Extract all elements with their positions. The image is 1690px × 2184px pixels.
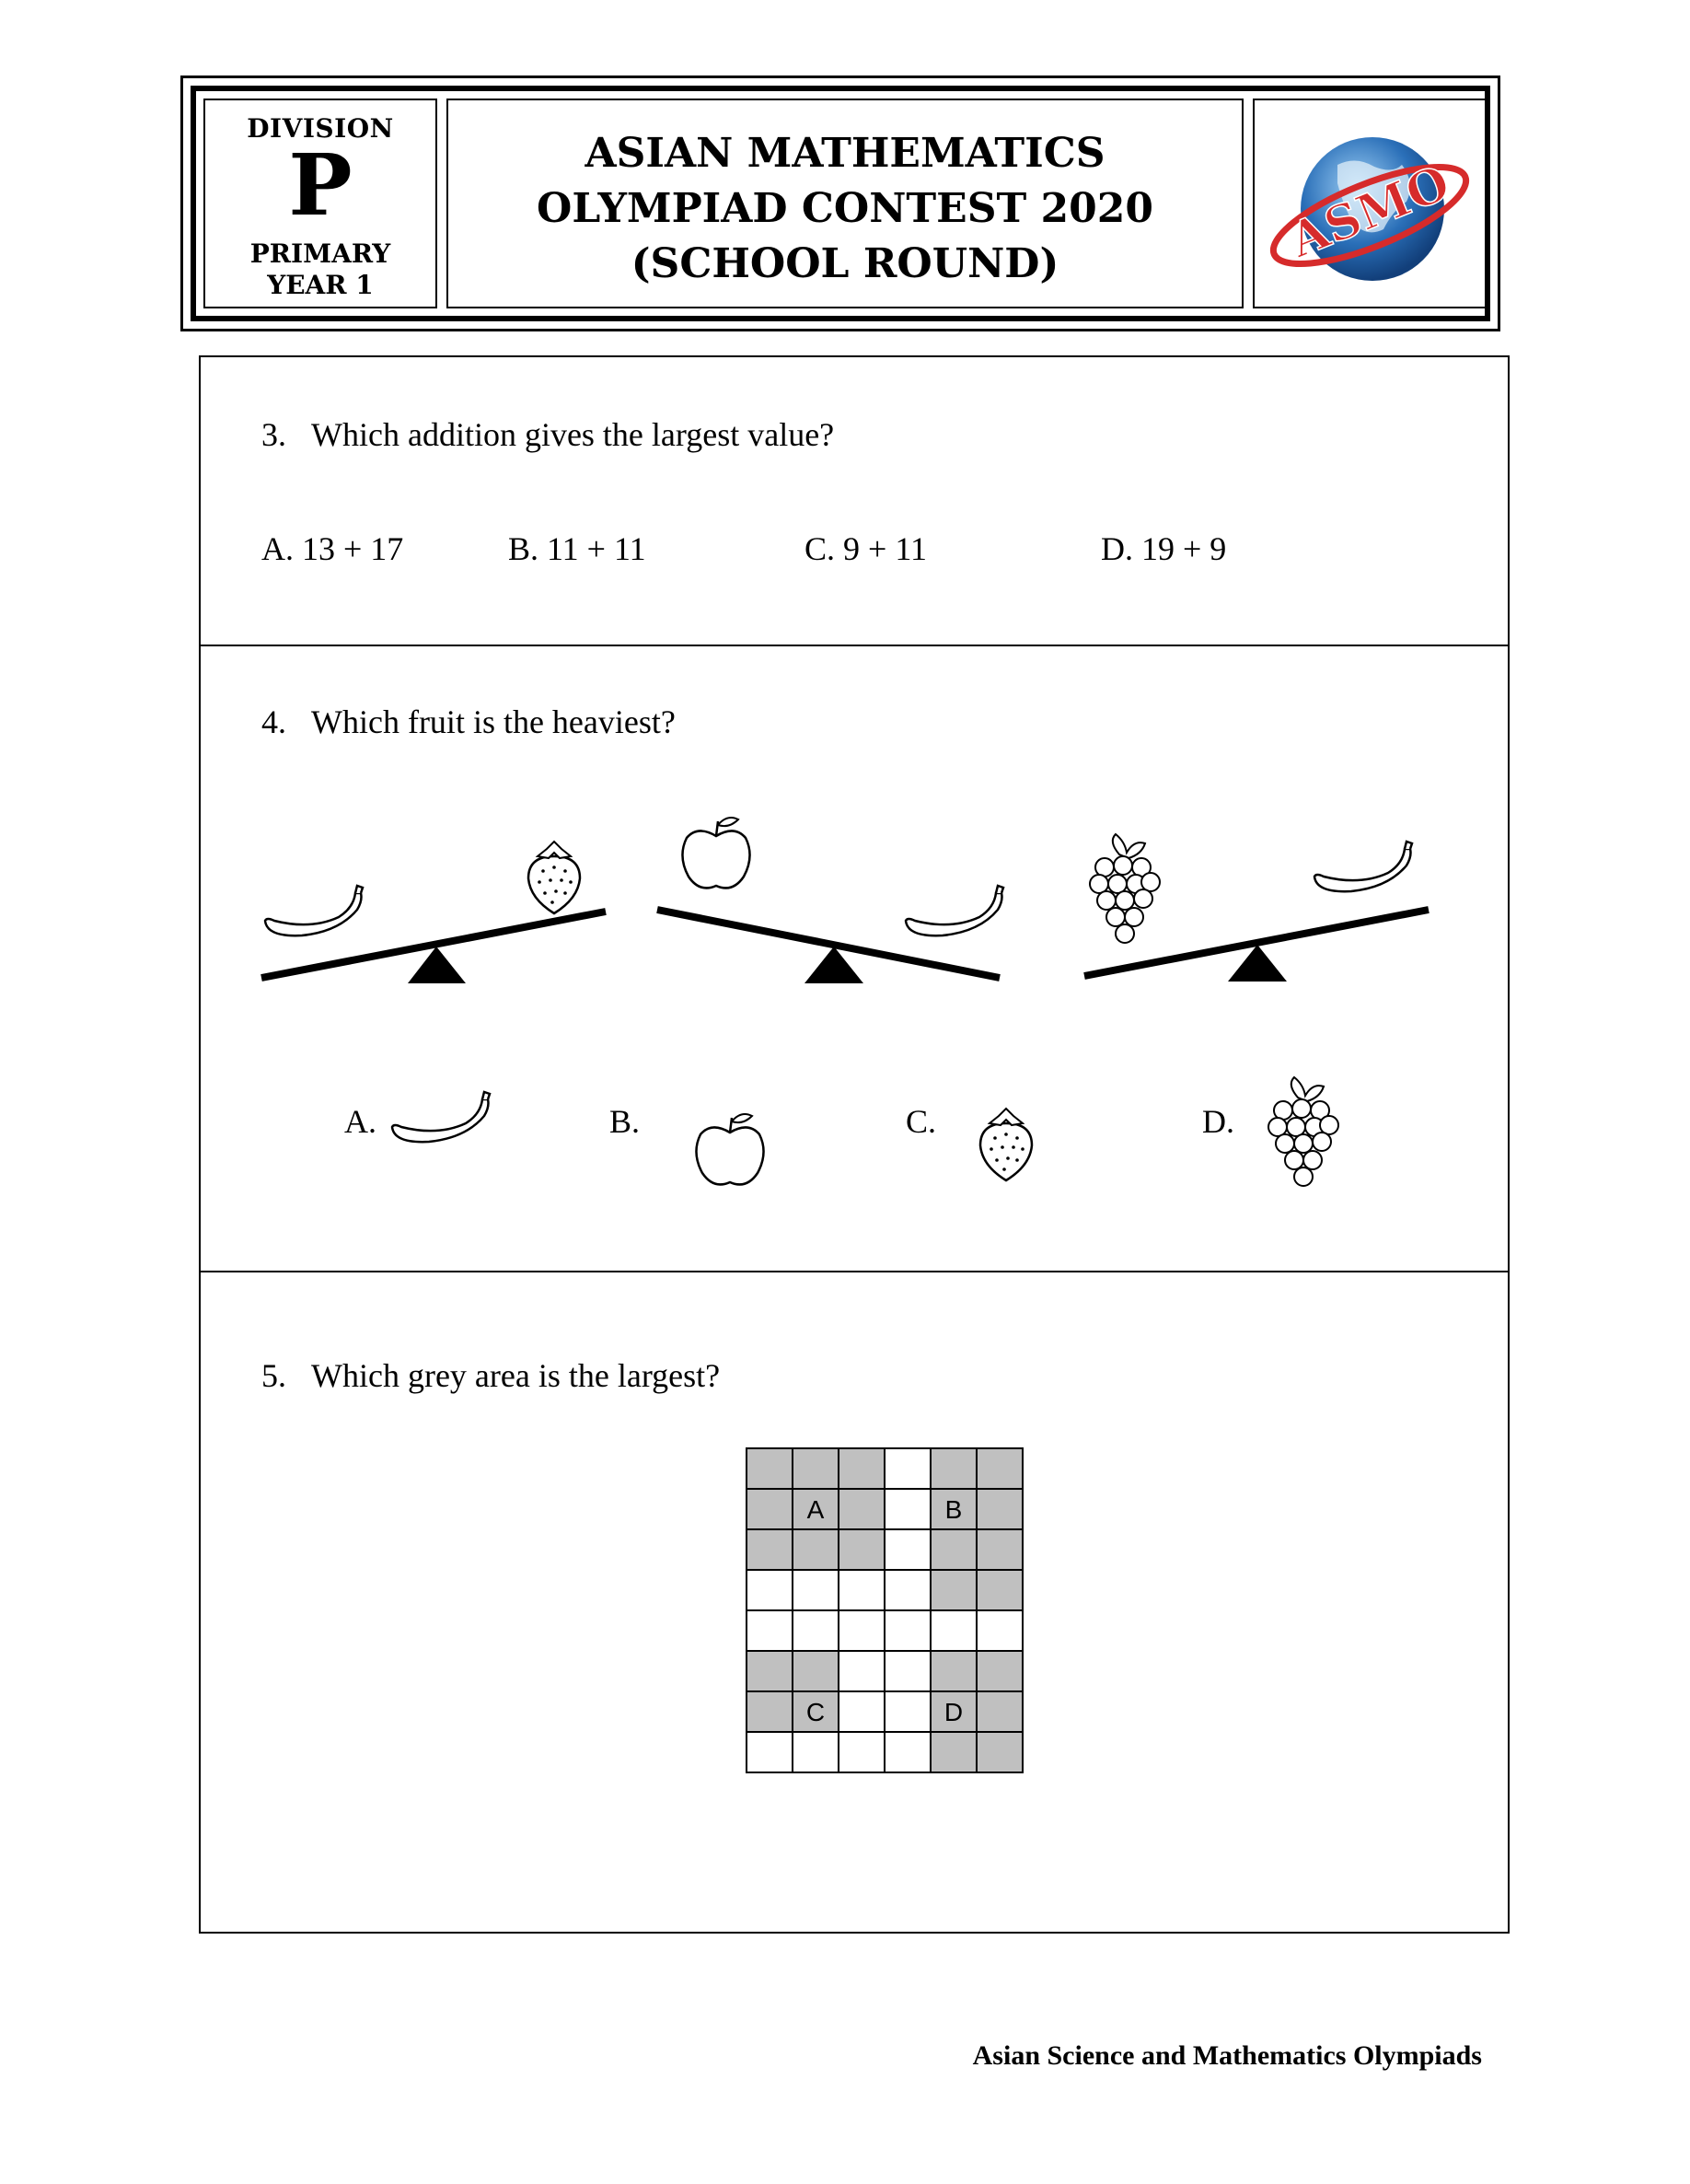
grid-cell <box>793 1732 839 1772</box>
division-label: DIVISION <box>247 113 394 144</box>
grid-cell <box>931 1610 977 1651</box>
level-line1: PRIMARY <box>249 238 391 269</box>
grid-cell <box>839 1448 885 1489</box>
option-strawberry-icon <box>974 1105 1038 1188</box>
level-line2: YEAR 1 <box>267 270 374 300</box>
grid-cell <box>747 1651 793 1691</box>
grid-cell <box>747 1489 793 1529</box>
scale-2 <box>657 818 1003 983</box>
scale-1 <box>261 842 606 983</box>
grid-cell <box>885 1529 931 1570</box>
grid-label-c: C <box>805 1698 826 1726</box>
grid-cell <box>931 1448 977 1489</box>
question-4-panel <box>199 645 1510 1272</box>
grid-cell <box>931 1651 977 1691</box>
division-letter: P <box>288 135 353 235</box>
option-grapes-icon <box>1257 1075 1349 1195</box>
title-line2: OLYMPIAD CONTEST 2020 <box>537 185 1153 232</box>
grid-cell <box>977 1610 1023 1651</box>
grid-cell <box>977 1489 1023 1529</box>
grid-cell <box>931 1732 977 1772</box>
header-frame <box>191 86 1490 321</box>
question-5-panel <box>199 1271 1510 1934</box>
q3-option-a[interactable]: A. 13 + 17 <box>261 530 404 567</box>
grid-cell <box>977 1691 1023 1732</box>
header-banner <box>180 76 1500 331</box>
title-line1: ASIAN MATHEMATICS <box>585 130 1105 177</box>
asmo-logo <box>1255 100 1485 321</box>
level-label <box>205 238 435 301</box>
title-box <box>446 99 1244 308</box>
grid-cell <box>793 1448 839 1489</box>
logo-text: ASMO <box>1281 154 1458 270</box>
grid-cell <box>885 1651 931 1691</box>
q4-option-c[interactable]: C. <box>906 1103 937 1140</box>
q4-option-d[interactable]: D. <box>1202 1103 1234 1140</box>
grid-cell <box>793 1610 839 1651</box>
grid-cell <box>793 1651 839 1691</box>
grid-cell <box>839 1651 885 1691</box>
grid-cell <box>839 1610 885 1651</box>
grid-label-b: B <box>944 1495 963 1524</box>
grid-cell <box>885 1570 931 1610</box>
grid-cell <box>977 1529 1023 1570</box>
question-number: 4. <box>261 703 286 740</box>
grid-label-d: D <box>943 1698 964 1726</box>
q3-option-d[interactable]: D. 19 + 9 <box>1101 530 1227 567</box>
q3-option-c[interactable]: C. 9 + 11 <box>804 530 927 567</box>
question-prompt: Which addition gives the largest value? <box>311 416 835 453</box>
question-prompt: Which grey area is the largest? <box>311 1357 721 1394</box>
option-banana-icon <box>383 1086 493 1160</box>
grid-cell <box>839 1691 885 1732</box>
title-line3: (SCHOOL ROUND) <box>631 240 1059 287</box>
grid-cell <box>839 1489 885 1529</box>
question-3-text <box>261 416 834 453</box>
logo-box <box>1253 99 1487 308</box>
grid-cell <box>793 1529 839 1570</box>
grid-cell <box>793 1570 839 1610</box>
footer-organization: Asian Science and Mathematics Olympiads <box>972 2040 1482 2071</box>
grid-cell <box>931 1570 977 1610</box>
question-prompt: Which fruit is the heaviest? <box>311 703 676 740</box>
question-3-panel <box>199 355 1510 646</box>
grid-cell <box>747 1610 793 1651</box>
question-5-text <box>261 1357 720 1394</box>
grid-cell <box>977 1570 1023 1610</box>
grid-cell <box>839 1529 885 1570</box>
grid-cell <box>885 1610 931 1651</box>
scale-3 <box>1084 834 1429 982</box>
grid-cell <box>885 1448 931 1489</box>
grid-cell <box>977 1732 1023 1772</box>
grid-cell <box>931 1529 977 1570</box>
grid-cell <box>885 1489 931 1529</box>
grid-cell <box>747 1529 793 1570</box>
balance-scales <box>201 794 1511 1033</box>
grid-cell <box>977 1448 1023 1489</box>
q4-option-b[interactable]: B. <box>609 1103 641 1140</box>
question-number: 5. <box>261 1357 286 1394</box>
question-4-text <box>261 703 676 740</box>
grid-cell <box>839 1570 885 1610</box>
grid-cell <box>747 1570 793 1610</box>
grid-cell <box>885 1691 931 1732</box>
question-number: 3. <box>261 416 286 453</box>
grid-cell <box>747 1732 793 1772</box>
grid-cell <box>977 1651 1023 1691</box>
contest-title <box>448 126 1242 292</box>
grid-cell <box>747 1448 793 1489</box>
grey-area-grid <box>744 1446 1025 1781</box>
grid-cell <box>885 1732 931 1772</box>
grid-label-a: A <box>806 1495 825 1524</box>
q4-option-a[interactable]: A. <box>344 1103 376 1140</box>
grid-cell <box>839 1732 885 1772</box>
grid-cell <box>747 1691 793 1732</box>
division-box <box>203 99 437 308</box>
option-apple-icon <box>689 1107 771 1199</box>
q3-option-b[interactable]: B. 11 + 11 <box>508 530 646 567</box>
